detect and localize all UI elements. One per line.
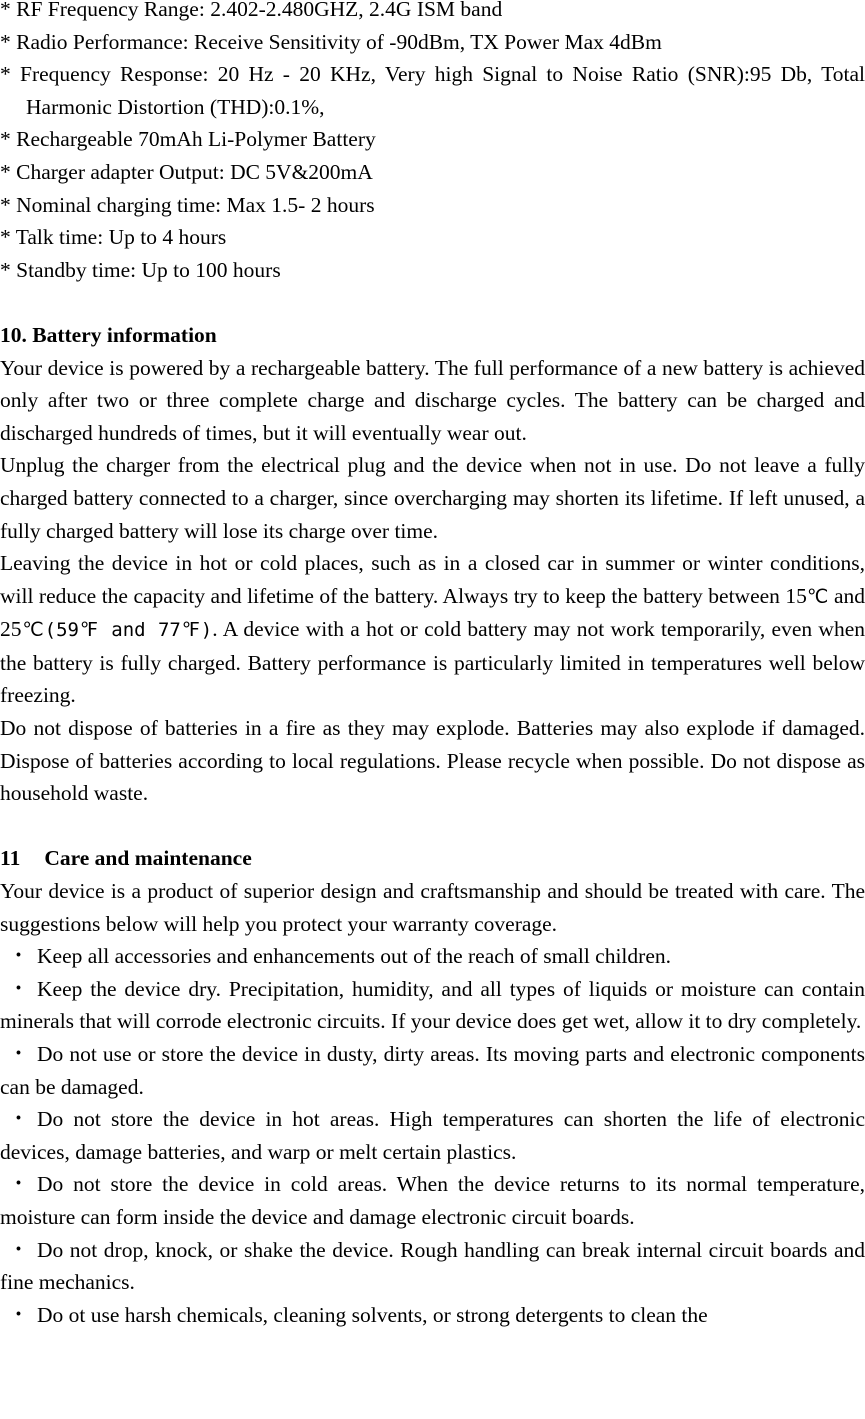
paragraph: Your device is powered by a rechargeable battery. The full performance of a new battery is achieved only after two or three complete charge and discharge cycles. The battery can be charged and discharged hundreds of times, but it will eventually wear out. [0,355,865,445]
spec-item: * Talk time: Up to 4 hours [0,225,227,250]
spec-list [0,0,865,286]
celsius-symbol: ℃ [806,585,829,608]
paragraph [0,547,865,712]
spec-item: * Nominal charging time: Max 1.5- 2 hours [0,192,375,217]
spec-item: * Radio Performance: Receive Sensitivity of -90dBm, TX Power Max 4dBm [0,29,662,54]
spec-item: * Frequency Response: 20 Hz - 20 KHz, Very high Signal to Noise Ratio (SNR):95 Db, Total Harmonic Distortion (THD):0.1%, [0,62,865,119]
bullet-icon: ・ [7,1042,30,1066]
bullet-icon: ・ [7,1237,30,1262]
bullet-text: Do ot use harsh chemicals, cleaning solvents, or strong detergents to clean the [37,1302,708,1327]
spec-item: * Charger adapter Output: DC 5V&200mA [0,159,373,184]
care-section [0,842,865,1331]
paragraph: Unplug the charger from the electrical plug and the device when not in use. Do not leave a fully charged battery connected to a charger, since overcharging may shorten its lifetime. If left unused, a fully charged battery will lose its charge over time. [0,453,865,543]
bullet-item [0,973,865,1038]
bullet-item [0,1234,865,1299]
spacer [0,286,865,319]
bullet-text: Do not store the device in cold areas. When the device returns to its normal temperature, moisture can form inside the device and damage electronic circuit boards. [0,1172,865,1229]
bullet-item [0,1168,865,1233]
bullet-text: Do not drop, knock, or shake the device. Rough handling can break internal circuit boards and fine mechanics. [0,1237,865,1295]
spec-item: * Rechargeable 70mAh Li-Polymer Battery [0,127,376,152]
section-heading: 10. Battery information [0,322,217,347]
bullet-item [0,940,865,973]
bullet-item [0,1103,865,1168]
bullet-item [0,1299,865,1332]
bullet-text: Keep the device dry. Precipitation, humidity, and all types of liquids or moisture can contain minerals that will corrode electronic circuits. If your device does get wet, allow it to dry completely. [0,976,865,1034]
bullet-icon: ・ [7,944,30,969]
bullet-text: Keep all accessories and enhancements out of the reach of small children. [37,944,671,969]
temperature-range: ℃(59℉ and 77℉) [21,619,213,642]
bullet-text: Do not store the device in hot areas. High temperatures can shorten the life of electronic devices, damage batteries, and warp or melt certain plastics. [0,1107,865,1164]
bullet-text: Do not use or store the device in dusty, dirty areas. Its moving parts and electronic components can be damaged. [0,1042,865,1099]
bullet-icon: ・ [7,1107,30,1132]
spacer [0,810,865,843]
paragraph: Your device is a product of superior design and craftsmanship and should be treated with care. The suggestions below will help you protect your warranty coverage. [0,879,865,936]
bullet-item [0,1038,865,1103]
bullet-icon: ・ [7,1302,30,1327]
paragraph-text: and 25 [0,583,865,642]
bullet-icon: ・ [7,1172,30,1197]
section-number: 11 [0,846,21,871]
bullet-icon: ・ [7,976,30,1001]
paragraph: Do not dispose of batteries in a fire as they may explode. Batteries may also explode if damaged. Dispose of batteries according to local regulations. Please recycle when possible. Do not dispose as household waste. [0,716,865,806]
section-heading [0,842,865,875]
spec-item: * Standby time: Up to 100 hours [0,257,281,282]
paragraph-text: Leaving the device in hot or cold places, such as in a closed car in summer or winter conditions, will reduce the capacity and lifetime of the battery. Always try to keep the battery between 15 [0,551,865,608]
spec-item: * RF Frequency Range: 2.402-2.480GHZ, 2.4G ISM band [0,0,503,21]
paragraph-text: . A device with a hot or cold battery may not work temporarily, even when the battery is fully charged. Battery performance is particularly limited in temperatures well below freezing. [0,617,865,708]
section-title: Care and maintenance [44,846,252,871]
battery-section [0,319,865,810]
